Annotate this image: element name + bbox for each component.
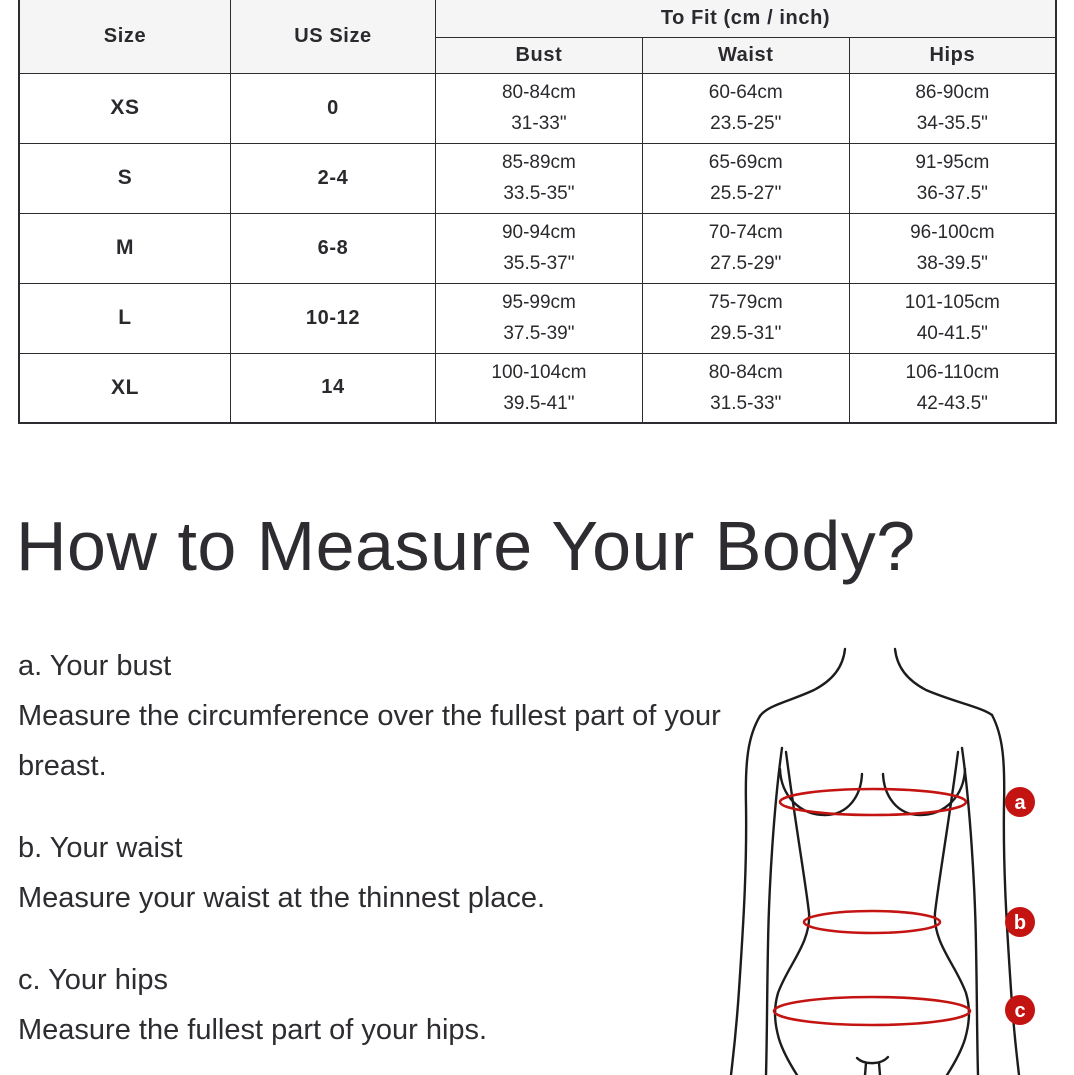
bust-inch: 33.5-35" — [503, 183, 575, 204]
table-row-xs — [19, 73, 1056, 143]
waist-value — [642, 283, 849, 353]
step-waist — [18, 823, 732, 923]
table-row-l — [19, 283, 1056, 353]
column-header-to-fit: To Fit (cm / inch) — [436, 0, 1057, 37]
hips-cm: 91-95cm — [915, 152, 990, 173]
hips-measure-line — [774, 997, 970, 1025]
bust-cm: 100-104cm — [491, 361, 587, 383]
hips-cm: 101-105cm — [904, 292, 1000, 313]
size-label: XS — [19, 73, 231, 143]
waist-inch: 29.5-31" — [710, 323, 782, 344]
bust-inch: 39.5-41" — [503, 392, 575, 414]
column-header-hips: Hips — [849, 37, 1056, 73]
waist-inch: 31.5-33" — [710, 392, 782, 414]
column-header-size: Size — [19, 0, 231, 73]
hips-inch: 38-39.5" — [916, 253, 988, 274]
hips-inch: 42-43.5" — [916, 392, 988, 414]
us-size-value: 6-8 — [231, 213, 436, 283]
waist-measure-line — [804, 911, 940, 933]
bust-value — [436, 353, 643, 423]
bust-value — [436, 283, 643, 353]
badge-a-letter: a — [1014, 792, 1026, 814]
table-row-m — [19, 213, 1056, 283]
bust-cm: 95-99cm — [501, 292, 576, 313]
table-row-xl — [19, 353, 1056, 423]
bust-value — [436, 73, 643, 143]
bust-cm: 90-94cm — [501, 222, 576, 243]
table-row-s — [19, 143, 1056, 213]
waist-inch: 25.5-27" — [710, 183, 782, 204]
size-label: S — [19, 143, 231, 213]
hips-value — [849, 213, 1056, 283]
us-size-value: 14 — [231, 353, 436, 423]
waist-cm: 80-84cm — [708, 361, 783, 383]
step-label: b. Your waist — [18, 832, 183, 864]
hips-value — [849, 73, 1056, 143]
waist-inch: 27.5-29" — [710, 253, 782, 274]
column-header-waist: Waist — [642, 37, 849, 73]
waist-value — [642, 213, 849, 283]
waist-value — [642, 353, 849, 423]
bust-inch: 37.5-39" — [503, 323, 575, 344]
page-title: How to Measure Your Body? — [16, 507, 916, 585]
column-header-us-size: US Size — [231, 0, 436, 73]
hips-cm: 86-90cm — [915, 82, 990, 103]
bust-inch: 31-33" — [511, 113, 567, 134]
step-label: a. Your bust — [18, 650, 172, 682]
step-label: c. Your hips — [18, 964, 168, 996]
step-bust — [18, 641, 732, 791]
step-description: Measure the circumference over the fullest part of your breast. — [18, 700, 721, 782]
hips-value — [849, 353, 1056, 423]
body-outline-illustration — [720, 645, 1074, 1075]
badge-b-letter: b — [1013, 912, 1027, 934]
bust-cm: 80-84cm — [501, 82, 576, 103]
badge-c-letter: c — [1014, 1000, 1026, 1022]
bust-value — [436, 143, 643, 213]
size-label: L — [19, 283, 231, 353]
hips-cm: 106-110cm — [905, 361, 1000, 383]
waist-inch: 23.5-25" — [710, 113, 782, 134]
hips-value — [849, 143, 1056, 213]
figure-badges — [1005, 787, 1035, 1025]
waist-cm: 65-69cm — [708, 152, 783, 173]
step-hips — [18, 955, 732, 1055]
us-size-value: 0 — [231, 73, 436, 143]
step-description: Measure your waist at the thinnest place. — [18, 882, 546, 914]
waist-value — [642, 143, 849, 213]
waist-cm: 75-79cm — [708, 292, 783, 313]
waist-cm: 70-74cm — [708, 222, 783, 243]
hips-inch: 34-35.5" — [916, 113, 988, 134]
us-size-value: 10-12 — [231, 283, 436, 353]
bust-value — [436, 213, 643, 283]
bust-measure-line — [780, 789, 966, 815]
waist-cm: 60-64cm — [708, 82, 783, 103]
hips-inch: 40-41.5" — [916, 323, 988, 344]
size-label: M — [19, 213, 231, 283]
measurement-instructions — [18, 641, 732, 1075]
bust-inch: 35.5-37" — [503, 253, 575, 274]
bust-cm: 85-89cm — [501, 152, 576, 173]
hips-cm: 96-100cm — [910, 222, 995, 243]
size-chart-table — [18, 0, 1057, 424]
hips-value — [849, 283, 1056, 353]
step-description: Measure the fullest part of your hips. — [18, 1014, 488, 1046]
size-label: XL — [19, 353, 231, 423]
body-measurement-figure — [720, 645, 1074, 1075]
us-size-value: 2-4 — [231, 143, 436, 213]
hips-inch: 36-37.5" — [916, 183, 988, 204]
column-header-bust: Bust — [436, 37, 643, 73]
waist-value — [642, 73, 849, 143]
